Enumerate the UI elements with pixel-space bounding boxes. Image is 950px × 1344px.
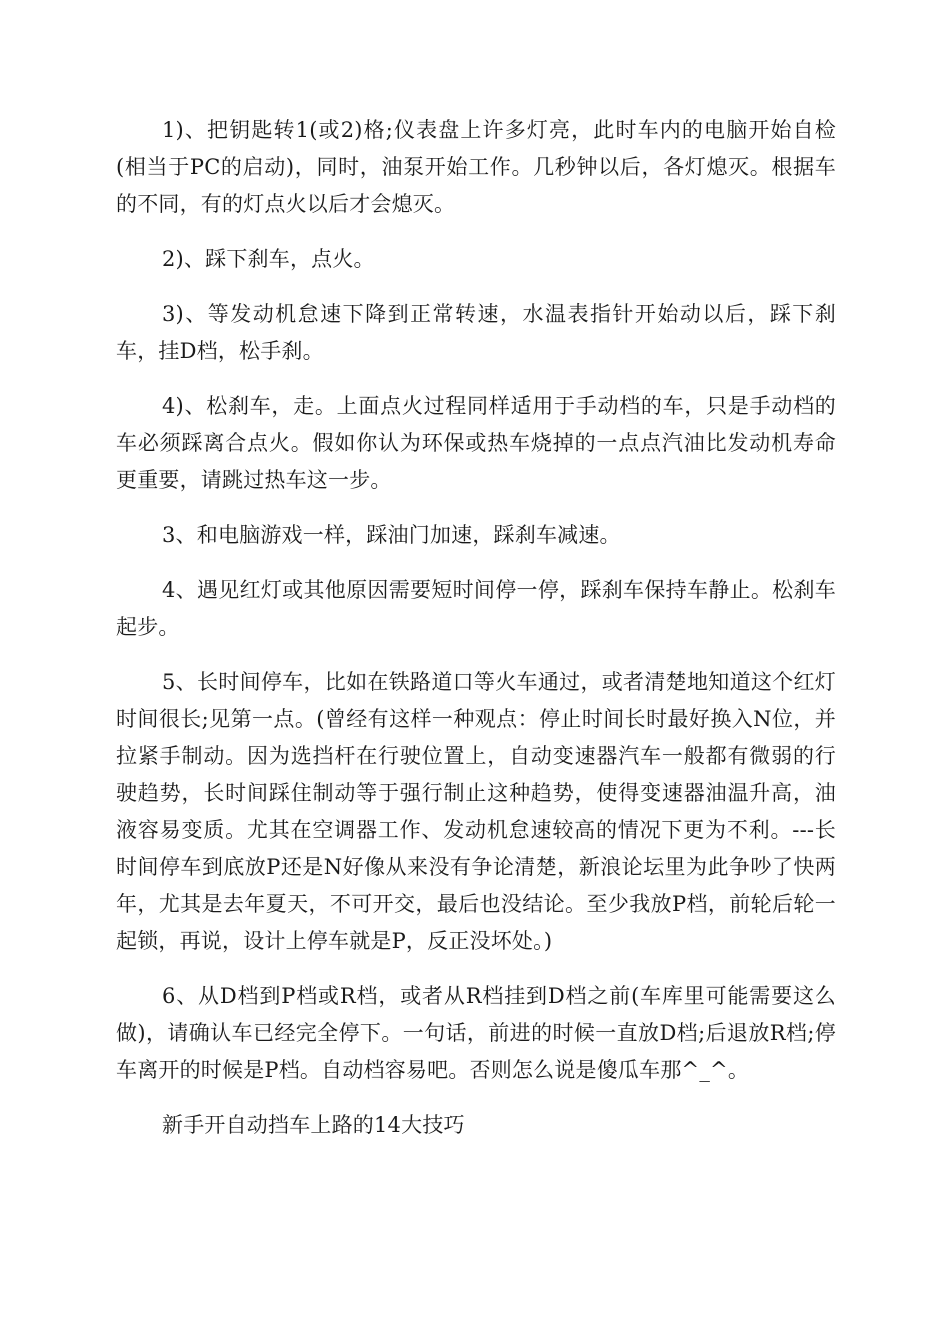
paragraph-step-4: 4)、松刹车，走。上面点火过程同样适用于手动档的车，只是手动档的车必须踩离合点火。假如你认为环保或热车烧掉的一点点汽油比发动机寿命更重要，请跳过热车这一步。 (116, 394, 836, 492)
paragraph-step-2: 2)、踩下刹车，点火。 (162, 247, 375, 271)
paragraph-point-5: 5、长时间停车，比如在铁路道口等火车通过，或者清楚地知道这个红灯时间很长;见第一点。(曾经有这样一种观点：停止时间长时最好换入N位，并拉紧手制动。因为选挡杆在行驶位置上，自动变速器汽车一般都有微弱的行驶趋势，长时间踩住制动等于强行制止这种趋势，使得变速器油温升高，油液容易变质。尤其在空调器工作、发动机怠速较高的情况下更为不利。---长时间停车到底放P还是N好像从来没有争论清楚，新浪论坛里为此争吵了快两年，尤其是去年夏天，不可开交，最后也没结论。至少我放P档，前轮后轮一起锁，再说，设计上停车就是P，反正没坏处。) (116, 670, 836, 953)
paragraph-step-1: 1)、把钥匙转1(或2)格;仪表盘上许多灯亮，此时车内的电脑开始自检(相当于PC的启动)，同时，油泵开始工作。几秒钟以后，各灯熄灭。根据车的不同，有的灯点火以后才会熄灭。 (116, 118, 836, 216)
paragraph-point-3: 3、和电脑游戏一样，踩油门加速，踩刹车减速。 (162, 523, 621, 547)
paragraph-step-3: 3)、等发动机怠速下降到正常转速，水温表指针开始动以后，踩下刹车，挂D档，松手刹。 (116, 302, 836, 363)
paragraph-point-4: 4、遇见红灯或其他原因需要短时间停一停，踩刹车保持车静止。松刹车起步。 (116, 578, 836, 639)
paragraph-point-6: 6、从D档到P档或R档，或者从R档挂到D档之前(车库里可能需要这么做)，请确认车已经完全停下。一句话，前进的时候一直放D档;后退放R档;停车离开的时候是P档。自动档容易吧。否则怎么说是傻瓜车那^_^。 (116, 984, 836, 1082)
section-heading: 新手开自动挡车上路的14大技巧 (162, 1113, 465, 1137)
document-page (116, 112, 836, 1162)
